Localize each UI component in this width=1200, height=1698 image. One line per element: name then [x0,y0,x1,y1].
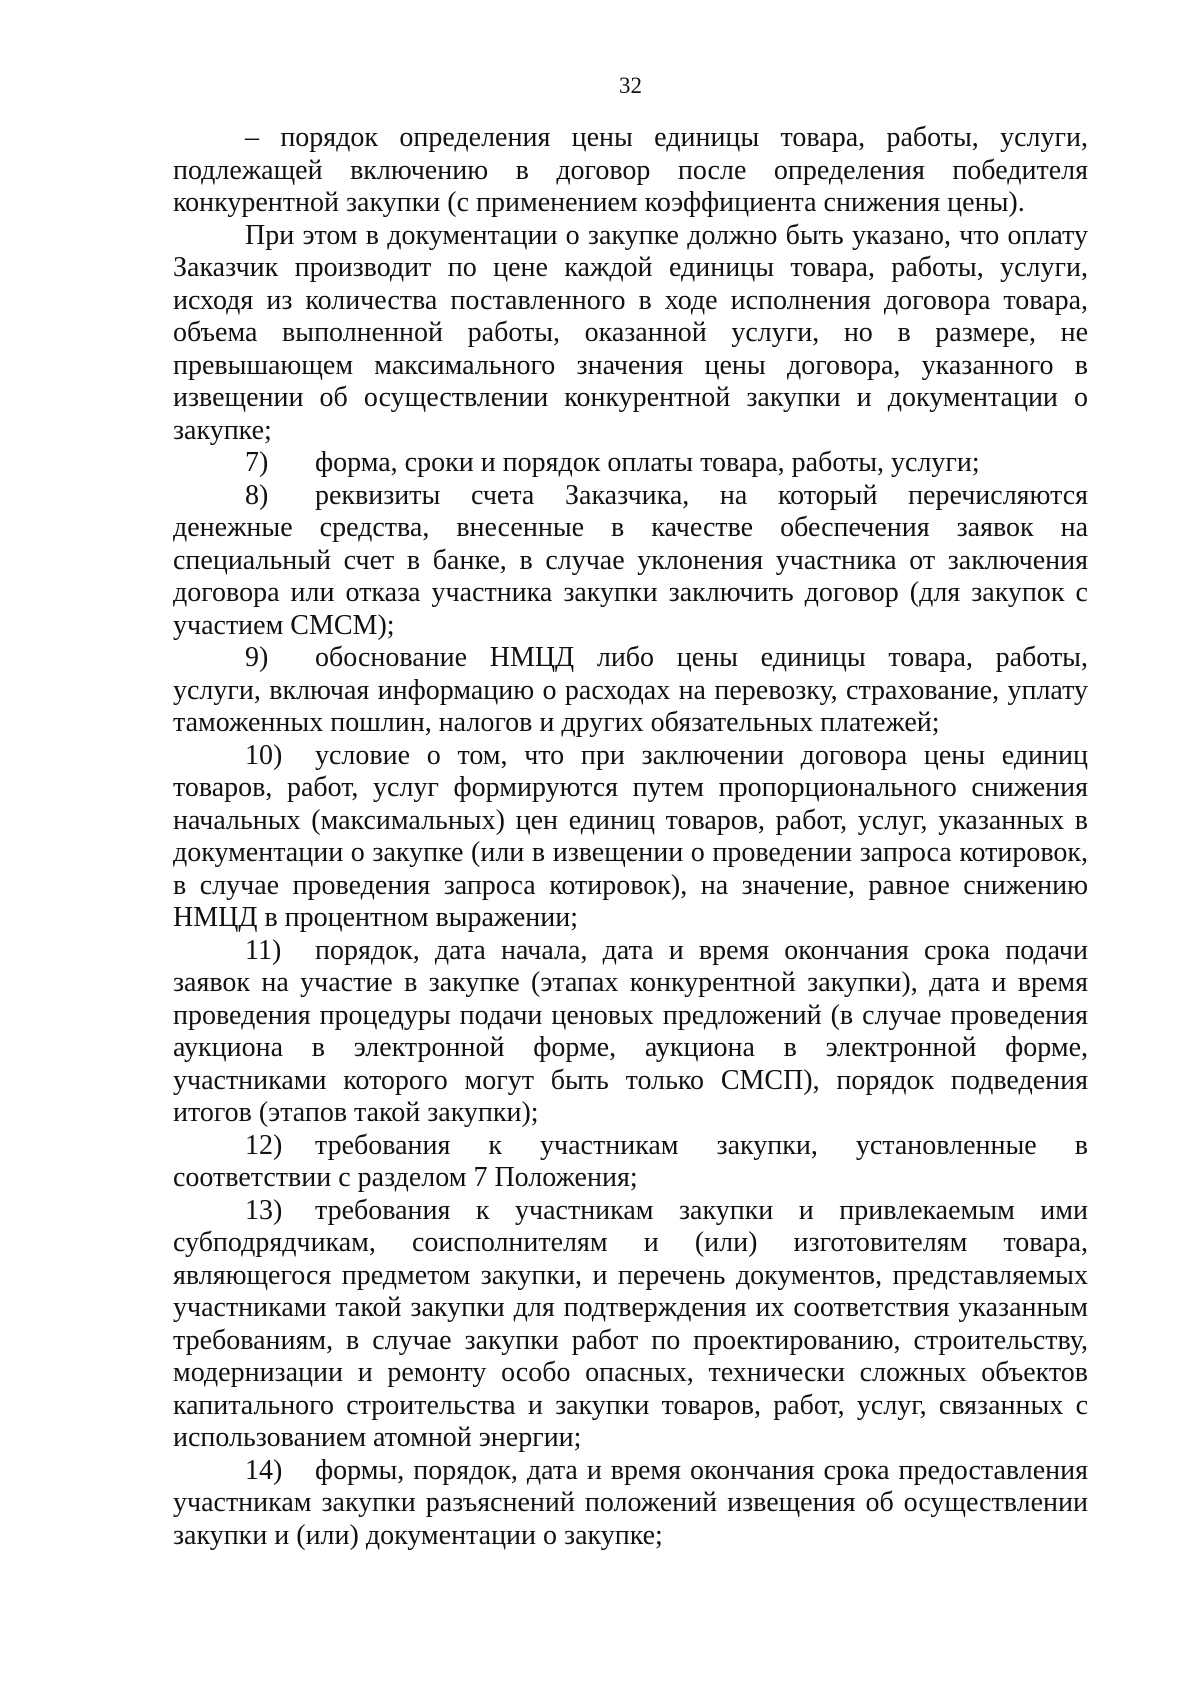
item-number: 7) [245,447,269,478]
item-text: реквизиты счета Заказчика, на который перечисляются денежные средства, внесенные в качестве обеспечения заявок на специальный счет в банке, в случае уклонения участника от заключения договора или отказа участника закупки заключить договор (для закупок с участием СМСМ); [173,479,1088,641]
item-number: 10) [245,739,283,771]
list-item [173,740,1088,935]
item-number: 14) [245,1454,283,1486]
document-body [173,122,1088,1552]
item-number: 13) [245,1194,283,1226]
item-number: 12) [245,1129,283,1161]
list-item [173,447,1088,480]
item-text: формы, порядок, дата и время окончания срока предоставления участникам закупки разъяснений положений извещения об осуществлении закупки и (или) документации о закупке; [173,1454,1088,1551]
item-text: форма, сроки и порядок оплаты товара, работы, услуги; [315,447,980,478]
list-item [173,1455,1088,1553]
list-item [173,480,1088,643]
item-number: 9) [245,642,269,673]
list-item [173,642,1088,740]
item-number: 8) [245,479,269,511]
item-text: порядок, дата начала, дата и время окончания срока подачи заявок на участие в закупке (этапах конкурентной закупки), дата и время проведения процедуры подачи ценовых предложений (в случае проведения аукциона в электронной форме, аукциона в электронной форме, участниками которого могут быть только СМСП), порядок подведения итогов (этапов такой закупки); [173,934,1088,1128]
page-number: 32 [619,73,642,98]
item-text: обоснование НМЦД либо цены единицы товара, работы, услуги, включая информацию о расходах на перевозку, страхование, уплату таможенных пошлин, налогов и других обязательных платежей; [173,642,1088,738]
item-text: условие о том, что при заключении договора цены единиц товаров, работ, услуг формируются путем пропорционального снижения начальных (максимальных) цен единиц товаров, работ, услуг, указанных в документации о закупке (или в извещении о проведении запроса котировок, в случае проведения запроса котировок), на значение, равное снижению НМЦД в процентном выражении; [173,739,1088,933]
item-text: требования к участникам закупки и привлекаемым ими субподрядчикам, соисполнителям и (или) изготовителям товара, являющегося предметом закупки, и перечень документов, представляемых участниками такой закупки для подтверждения их соответствия указанным требованиям, в случае закупки работ по проектированию, строительству, модернизации и ремонту особо опасных, технически сложных объектов капитального строительства и закупки товаров, работ, услуг, связанных с использованием атомной энергии; [173,1194,1088,1453]
list-item [173,1130,1088,1195]
item-text: требования к участникам закупки, установленные в соответствии с разделом 7 Положения; [173,1129,1088,1193]
paragraph-price-determination: – порядок определения цены единицы товара, работы, услуги, подлежащей включению в договор после определения победителя конкурентной закупки (с применением коэффициента снижения цены). [173,122,1088,218]
list-item [173,1195,1088,1455]
item-number: 11) [245,934,282,966]
paragraph-payment-terms: При этом в документации о закупке должно быть указано, что оплату Заказчик производит по цене каждой единицы товара, работы, услуги, исходя из количества поставленного в ходе исполнения договора товара, объема выполненной работы, оказанной услуги, но в размере, не превышающем максимального значения цены договора, указанного в извещении об осуществлении конкурентной закупки и документации о закупке; [173,219,1088,446]
list-item [173,935,1088,1130]
